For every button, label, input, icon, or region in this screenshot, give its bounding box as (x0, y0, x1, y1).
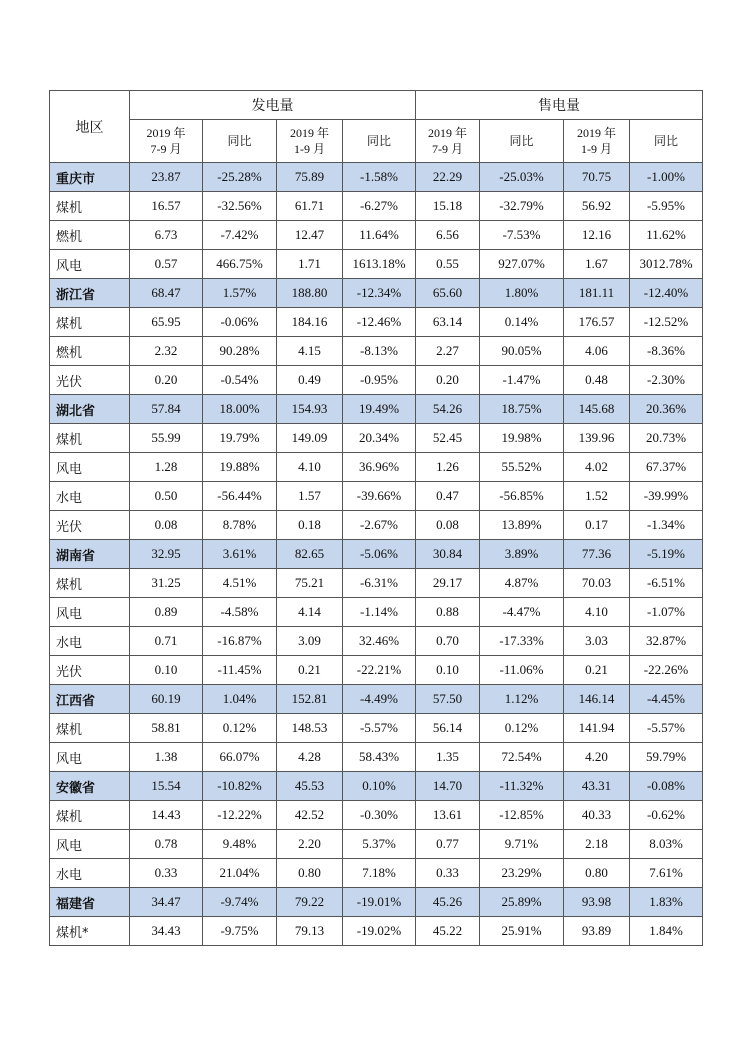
gen-q3-yoy-cell: 21.04% (203, 859, 277, 888)
gen-q3-yoy-cell: -16.87% (203, 627, 277, 656)
gen-ytd-yoy-cell: -19.01% (343, 888, 416, 917)
gen-ytd-months: 1-9 月 (294, 142, 325, 156)
plant-type-cell: 风电 (50, 453, 130, 482)
sales-ytd-yoy-cell: 1.83% (630, 888, 703, 917)
gen-ytd-value-cell: 0.80 (277, 859, 343, 888)
sales-ytd-yoy-cell: 3012.78% (630, 250, 703, 279)
gen-q3-yoy-cell: -56.44% (203, 482, 277, 511)
power-data-table (49, 90, 703, 946)
sales-q3-yoy-cell: 18.75% (480, 395, 564, 424)
sales-ytd-value-cell: 176.57 (564, 308, 630, 337)
gen-q3-yoy-cell: -12.22% (203, 801, 277, 830)
sales-ytd-yoy-cell: 59.79% (630, 743, 703, 772)
sales-ytd-value-cell: 2.18 (564, 830, 630, 859)
gen-q3-yoy-cell: -11.45% (203, 656, 277, 685)
sales-q3-yoy-cell: 23.29% (480, 859, 564, 888)
gen-ytd-yoy-cell: 19.49% (343, 395, 416, 424)
gen-q3-value-cell: 6.73 (130, 221, 203, 250)
gen-ytd-yoy-cell: 7.18% (343, 859, 416, 888)
sales-ytd-yoy-cell: -0.08% (630, 772, 703, 801)
gen-ytd-value-cell: 188.80 (277, 279, 343, 308)
sales-q3-value-cell: 13.61 (416, 801, 480, 830)
gen-ytd-yoy-cell: 0.10% (343, 772, 416, 801)
sales-q3-value-cell: 1.26 (416, 453, 480, 482)
sales-ytd-value-cell: 0.17 (564, 511, 630, 540)
gen-q3-yoy-cell: 90.28% (203, 337, 277, 366)
sales-q3-value-cell: 65.60 (416, 279, 480, 308)
gen-ytd-value-cell: 79.22 (277, 888, 343, 917)
gen-q3-value-cell: 58.81 (130, 714, 203, 743)
sales-q3-yoy-cell: -11.32% (480, 772, 564, 801)
sales-q3-yoy-cell: 927.07% (480, 250, 564, 279)
gen-q3-value-cell: 55.99 (130, 424, 203, 453)
gen-q3-yoy-cell: 466.75% (203, 250, 277, 279)
sales-ytd-yoy-cell: -6.51% (630, 569, 703, 598)
sales-ytd-yoy-cell: -8.36% (630, 337, 703, 366)
plant-type-cell: 煤机 (50, 424, 130, 453)
sales-q3-yoy-cell: 9.71% (480, 830, 564, 859)
sales-q3-yoy-cell: -17.33% (480, 627, 564, 656)
gen-ytd-value-cell: 149.09 (277, 424, 343, 453)
table-row (50, 917, 703, 946)
gen-ytd-value-cell: 79.13 (277, 917, 343, 946)
gen-ytd-yoy-cell: 5.37% (343, 830, 416, 859)
sales-ytd-value-cell: 77.36 (564, 540, 630, 569)
gen-ytd-yoy-cell: -22.21% (343, 656, 416, 685)
sales-ytd-value-cell: 43.31 (564, 772, 630, 801)
gen-q3-year: 2019 年 (146, 126, 186, 140)
plant-type-cell: 光伏 (50, 511, 130, 540)
plant-type-cell: 煤机 (50, 192, 130, 221)
table-row (50, 308, 703, 337)
sales-ytd-yoy-cell: -1.34% (630, 511, 703, 540)
gen-q3-value-cell: 1.28 (130, 453, 203, 482)
gen-q3-value-cell: 0.20 (130, 366, 203, 395)
sales-q3-months: 7-9 月 (432, 142, 463, 156)
sales-q3-value-cell: 0.77 (416, 830, 480, 859)
gen-ytd-value-cell: 4.28 (277, 743, 343, 772)
table-row (50, 656, 703, 685)
sales-ytd-yoy-cell: 67.37% (630, 453, 703, 482)
gen-q3-yoy-cell: 19.88% (203, 453, 277, 482)
gen-q3-value-cell: 16.57 (130, 192, 203, 221)
table-row (50, 250, 703, 279)
sales-ytd-value-cell: 4.10 (564, 598, 630, 627)
gen-q3-yoy-cell: -9.74% (203, 888, 277, 917)
gen-ytd-yoy-cell: -5.57% (343, 714, 416, 743)
plant-type-cell: 风电 (50, 598, 130, 627)
sales-q3-value-cell: 0.10 (416, 656, 480, 685)
gen-q3-yoy-header: 同比 (203, 120, 277, 163)
sales-q3-yoy-cell: -56.85% (480, 482, 564, 511)
sales-q3-yoy-cell: -7.53% (480, 221, 564, 250)
sales-q3-value-cell: 1.35 (416, 743, 480, 772)
gen-ytd-value-cell: 4.15 (277, 337, 343, 366)
region-total-row (50, 279, 703, 308)
sales-ytd-value-cell: 145.68 (564, 395, 630, 424)
region-name-cell: 湖北省 (50, 395, 130, 424)
sales-q3-yoy-cell: 0.12% (480, 714, 564, 743)
gen-ytd-yoy-cell: -12.46% (343, 308, 416, 337)
table-row (50, 337, 703, 366)
sales-ytd-yoy-cell: -39.99% (630, 482, 703, 511)
plant-type-cell: 煤机 (50, 308, 130, 337)
plant-type-cell: 燃机 (50, 221, 130, 250)
gen-ytd-value-cell: 82.65 (277, 540, 343, 569)
sales-ytd-value-cell: 146.14 (564, 685, 630, 714)
table-row (50, 830, 703, 859)
sales-q3-value-cell: 45.22 (416, 917, 480, 946)
gen-ytd-year: 2019 年 (289, 126, 329, 140)
header-row-periods (50, 120, 703, 163)
sales-ytd-yoy-cell: -12.52% (630, 308, 703, 337)
sales-q3-year: 2019 年 (427, 126, 467, 140)
gen-q3-yoy-cell: -7.42% (203, 221, 277, 250)
sales-ytd-value-cell: 4.20 (564, 743, 630, 772)
plant-type-cell: 煤机* (50, 917, 130, 946)
sales-q3-value-cell: 0.70 (416, 627, 480, 656)
table-row (50, 453, 703, 482)
region-name-cell: 浙江省 (50, 279, 130, 308)
sales-q3-yoy-cell: 1.12% (480, 685, 564, 714)
sales-q3-yoy-cell: -11.06% (480, 656, 564, 685)
sales-ytd-yoy-cell: -22.26% (630, 656, 703, 685)
gen-ytd-yoy-cell: -12.34% (343, 279, 416, 308)
sales-q3-value-cell: 6.56 (416, 221, 480, 250)
sales-ytd-yoy-cell: -5.95% (630, 192, 703, 221)
gen-q3-value-cell: 34.47 (130, 888, 203, 917)
table-row (50, 482, 703, 511)
gen-ytd-value-cell: 0.21 (277, 656, 343, 685)
region-total-row (50, 163, 703, 192)
sales-q3-value-cell: 45.26 (416, 888, 480, 917)
sales-ytd-value-cell: 4.06 (564, 337, 630, 366)
gen-ytd-value-cell: 2.20 (277, 830, 343, 859)
table-row (50, 221, 703, 250)
sales-ytd-value-cell: 141.94 (564, 714, 630, 743)
sales-ytd-value-cell: 3.03 (564, 627, 630, 656)
gen-ytd-yoy-cell: -6.27% (343, 192, 416, 221)
plant-type-cell: 煤机 (50, 801, 130, 830)
sales-q3-yoy-cell: -32.79% (480, 192, 564, 221)
sales-ytd-value-cell: 1.52 (564, 482, 630, 511)
gen-ytd-value-cell: 1.71 (277, 250, 343, 279)
gen-ytd-yoy-cell: -5.06% (343, 540, 416, 569)
generation-group-header: 发电量 (130, 91, 416, 120)
sales-q3-yoy-cell: -1.47% (480, 366, 564, 395)
sales-q3-value-cell: 30.84 (416, 540, 480, 569)
sales-ytd-value-cell: 56.92 (564, 192, 630, 221)
sales-q3-yoy-cell: 4.87% (480, 569, 564, 598)
sales-ytd-value-cell: 12.16 (564, 221, 630, 250)
gen-q3-value-cell: 60.19 (130, 685, 203, 714)
region-name-cell: 福建省 (50, 888, 130, 917)
gen-ytd-value-cell: 4.10 (277, 453, 343, 482)
sales-q3-value-cell: 0.88 (416, 598, 480, 627)
table-row (50, 627, 703, 656)
sales-ytd-value-cell: 70.75 (564, 163, 630, 192)
sales-q3-yoy-cell: 25.89% (480, 888, 564, 917)
gen-ytd-yoy-cell: 58.43% (343, 743, 416, 772)
table-row (50, 192, 703, 221)
gen-ytd-yoy-cell: 11.64% (343, 221, 416, 250)
gen-q3-yoy-cell: 4.51% (203, 569, 277, 598)
plant-type-cell: 风电 (50, 830, 130, 859)
gen-ytd-yoy-cell: 32.46% (343, 627, 416, 656)
region-column-header: 地区 (50, 91, 130, 163)
gen-q3-value-cell: 0.57 (130, 250, 203, 279)
gen-ytd-value-cell: 3.09 (277, 627, 343, 656)
sales-ytd-yoy-cell: 20.73% (630, 424, 703, 453)
sales-q3-value-cell: 0.20 (416, 366, 480, 395)
sales-ytd-yoy-cell: -1.07% (630, 598, 703, 627)
gen-q3-value-cell: 0.33 (130, 859, 203, 888)
gen-ytd-value-cell: 42.52 (277, 801, 343, 830)
region-name-cell: 江西省 (50, 685, 130, 714)
table-row (50, 366, 703, 395)
plant-type-cell: 水电 (50, 859, 130, 888)
gen-q3-value-cell: 32.95 (130, 540, 203, 569)
sales-ytd-yoy-cell: -1.00% (630, 163, 703, 192)
plant-type-cell: 光伏 (50, 656, 130, 685)
sales-ytd-value-cell: 70.03 (564, 569, 630, 598)
gen-q3-yoy-cell: -10.82% (203, 772, 277, 801)
sales-ytd-yoy-cell: -0.62% (630, 801, 703, 830)
gen-ytd-yoy-cell: -1.58% (343, 163, 416, 192)
gen-q3-value-cell: 1.38 (130, 743, 203, 772)
sales-ytd-yoy-cell: -5.57% (630, 714, 703, 743)
sales-ytd-months: 1-9 月 (581, 142, 612, 156)
gen-q3-value-cell: 68.47 (130, 279, 203, 308)
gen-ytd-value-cell: 152.81 (277, 685, 343, 714)
gen-ytd-yoy-cell: -0.30% (343, 801, 416, 830)
gen-q3-value-cell: 57.84 (130, 395, 203, 424)
gen-q3-value-cell: 31.25 (130, 569, 203, 598)
table-row (50, 511, 703, 540)
gen-ytd-value-cell: 4.14 (277, 598, 343, 627)
gen-ytd-value-cell: 12.47 (277, 221, 343, 250)
sales-ytd-yoy-cell: -4.45% (630, 685, 703, 714)
gen-ytd-yoy-cell: -8.13% (343, 337, 416, 366)
plant-type-cell: 燃机 (50, 337, 130, 366)
gen-q3-yoy-cell: -9.75% (203, 917, 277, 946)
table-row (50, 598, 703, 627)
sales-q3-value-cell: 56.14 (416, 714, 480, 743)
table-row (50, 859, 703, 888)
gen-q3-value-cell: 0.08 (130, 511, 203, 540)
gen-q3-yoy-cell: 1.04% (203, 685, 277, 714)
gen-q3-yoy-cell: -0.54% (203, 366, 277, 395)
gen-ytd-header (277, 120, 343, 163)
sales-q3-value-cell: 63.14 (416, 308, 480, 337)
sales-ytd-value-cell: 4.02 (564, 453, 630, 482)
gen-ytd-yoy-cell: 20.34% (343, 424, 416, 453)
sales-ytd-value-cell: 93.98 (564, 888, 630, 917)
sales-q3-value-cell: 52.45 (416, 424, 480, 453)
sales-ytd-yoy-cell: 7.61% (630, 859, 703, 888)
gen-ytd-yoy-cell: 1613.18% (343, 250, 416, 279)
gen-ytd-yoy-cell: -4.49% (343, 685, 416, 714)
sales-ytd-yoy-cell: 32.87% (630, 627, 703, 656)
gen-ytd-yoy-cell: -19.02% (343, 917, 416, 946)
plant-type-cell: 水电 (50, 627, 130, 656)
gen-ytd-value-cell: 75.21 (277, 569, 343, 598)
gen-q3-yoy-cell: 1.57% (203, 279, 277, 308)
gen-ytd-value-cell: 0.18 (277, 511, 343, 540)
gen-q3-value-cell: 0.71 (130, 627, 203, 656)
sales-q3-yoy-cell: 90.05% (480, 337, 564, 366)
gen-q3-yoy-cell: -32.56% (203, 192, 277, 221)
gen-ytd-yoy-cell: -0.95% (343, 366, 416, 395)
gen-ytd-value-cell: 0.49 (277, 366, 343, 395)
plant-type-cell: 煤机 (50, 714, 130, 743)
table-row (50, 569, 703, 598)
region-name-cell: 重庆市 (50, 163, 130, 192)
sales-q3-value-cell: 15.18 (416, 192, 480, 221)
sales-q3-value-cell: 57.50 (416, 685, 480, 714)
table-body (50, 163, 703, 946)
sales-q3-yoy-header: 同比 (480, 120, 564, 163)
gen-ytd-yoy-cell: -1.14% (343, 598, 416, 627)
sales-q3-value-cell: 2.27 (416, 337, 480, 366)
gen-ytd-yoy-cell: -2.67% (343, 511, 416, 540)
sales-ytd-yoy-cell: 11.62% (630, 221, 703, 250)
sales-ytd-value-cell: 93.89 (564, 917, 630, 946)
gen-q3-yoy-cell: 3.61% (203, 540, 277, 569)
table-row (50, 801, 703, 830)
sales-ytd-header (564, 120, 630, 163)
gen-q3-yoy-cell: -0.06% (203, 308, 277, 337)
plant-type-cell: 风电 (50, 743, 130, 772)
plant-type-cell: 风电 (50, 250, 130, 279)
sales-q3-value-cell: 0.33 (416, 859, 480, 888)
sales-q3-value-cell: 22.29 (416, 163, 480, 192)
gen-ytd-value-cell: 154.93 (277, 395, 343, 424)
sales-q3-yoy-cell: -12.85% (480, 801, 564, 830)
region-total-row (50, 395, 703, 424)
table-row (50, 714, 703, 743)
sales-group-header: 售电量 (416, 91, 703, 120)
header-row-groups (50, 91, 703, 120)
sales-q3-value-cell: 0.08 (416, 511, 480, 540)
gen-q3-value-cell: 15.54 (130, 772, 203, 801)
sales-q3-value-cell: 0.55 (416, 250, 480, 279)
sales-ytd-value-cell: 181.11 (564, 279, 630, 308)
region-name-cell: 湖南省 (50, 540, 130, 569)
sales-q3-yoy-cell: 25.91% (480, 917, 564, 946)
gen-q3-months: 7-9 月 (150, 142, 182, 156)
gen-q3-yoy-cell: 19.79% (203, 424, 277, 453)
sales-q3-yoy-cell: 1.80% (480, 279, 564, 308)
gen-q3-header (130, 120, 203, 163)
sales-q3-yoy-cell: 55.52% (480, 453, 564, 482)
sales-ytd-yoy-cell: 1.84% (630, 917, 703, 946)
sales-ytd-value-cell: 0.21 (564, 656, 630, 685)
sales-ytd-value-cell: 0.80 (564, 859, 630, 888)
gen-ytd-yoy-cell: 36.96% (343, 453, 416, 482)
gen-ytd-value-cell: 61.71 (277, 192, 343, 221)
sales-q3-value-cell: 0.47 (416, 482, 480, 511)
gen-q3-yoy-cell: -25.28% (203, 163, 277, 192)
gen-q3-yoy-cell: -4.58% (203, 598, 277, 627)
sales-q3-value-cell: 54.26 (416, 395, 480, 424)
plant-type-cell: 煤机 (50, 569, 130, 598)
gen-ytd-yoy-header: 同比 (343, 120, 416, 163)
sales-q3-yoy-cell: 0.14% (480, 308, 564, 337)
sales-ytd-value-cell: 139.96 (564, 424, 630, 453)
gen-q3-yoy-cell: 9.48% (203, 830, 277, 859)
sales-q3-yoy-cell: -4.47% (480, 598, 564, 627)
sales-ytd-value-cell: 0.48 (564, 366, 630, 395)
gen-q3-yoy-cell: 8.78% (203, 511, 277, 540)
table-row (50, 743, 703, 772)
table-row (50, 424, 703, 453)
gen-q3-value-cell: 65.95 (130, 308, 203, 337)
sales-ytd-yoy-cell: 20.36% (630, 395, 703, 424)
gen-q3-value-cell: 0.78 (130, 830, 203, 859)
gen-q3-value-cell: 23.87 (130, 163, 203, 192)
gen-ytd-yoy-cell: -6.31% (343, 569, 416, 598)
sales-ytd-yoy-cell: 8.03% (630, 830, 703, 859)
region-total-row (50, 540, 703, 569)
gen-ytd-value-cell: 45.53 (277, 772, 343, 801)
sales-q3-yoy-cell: 3.89% (480, 540, 564, 569)
sales-ytd-value-cell: 1.67 (564, 250, 630, 279)
sales-q3-yoy-cell: 72.54% (480, 743, 564, 772)
region-name-cell: 安徽省 (50, 772, 130, 801)
gen-ytd-value-cell: 148.53 (277, 714, 343, 743)
gen-q3-yoy-cell: 0.12% (203, 714, 277, 743)
sales-ytd-year: 2019 年 (576, 126, 616, 140)
gen-ytd-value-cell: 184.16 (277, 308, 343, 337)
gen-ytd-value-cell: 75.89 (277, 163, 343, 192)
sales-q3-yoy-cell: 19.98% (480, 424, 564, 453)
sales-ytd-yoy-cell: -2.30% (630, 366, 703, 395)
gen-ytd-value-cell: 1.57 (277, 482, 343, 511)
plant-type-cell: 水电 (50, 482, 130, 511)
sales-q3-header (416, 120, 480, 163)
region-total-row (50, 685, 703, 714)
sales-q3-yoy-cell: 13.89% (480, 511, 564, 540)
gen-q3-value-cell: 0.10 (130, 656, 203, 685)
gen-q3-value-cell: 0.89 (130, 598, 203, 627)
gen-q3-value-cell: 2.32 (130, 337, 203, 366)
sales-q3-yoy-cell: -25.03% (480, 163, 564, 192)
gen-q3-value-cell: 0.50 (130, 482, 203, 511)
sales-q3-value-cell: 29.17 (416, 569, 480, 598)
sales-ytd-yoy-cell: -12.40% (630, 279, 703, 308)
sales-ytd-yoy-header: 同比 (630, 120, 703, 163)
gen-ytd-yoy-cell: -39.66% (343, 482, 416, 511)
gen-q3-yoy-cell: 18.00% (203, 395, 277, 424)
sales-ytd-yoy-cell: -5.19% (630, 540, 703, 569)
gen-q3-value-cell: 14.43 (130, 801, 203, 830)
gen-q3-value-cell: 34.43 (130, 917, 203, 946)
region-total-row (50, 888, 703, 917)
sales-ytd-value-cell: 40.33 (564, 801, 630, 830)
region-total-row (50, 772, 703, 801)
gen-q3-yoy-cell: 66.07% (203, 743, 277, 772)
sales-q3-value-cell: 14.70 (416, 772, 480, 801)
plant-type-cell: 光伏 (50, 366, 130, 395)
